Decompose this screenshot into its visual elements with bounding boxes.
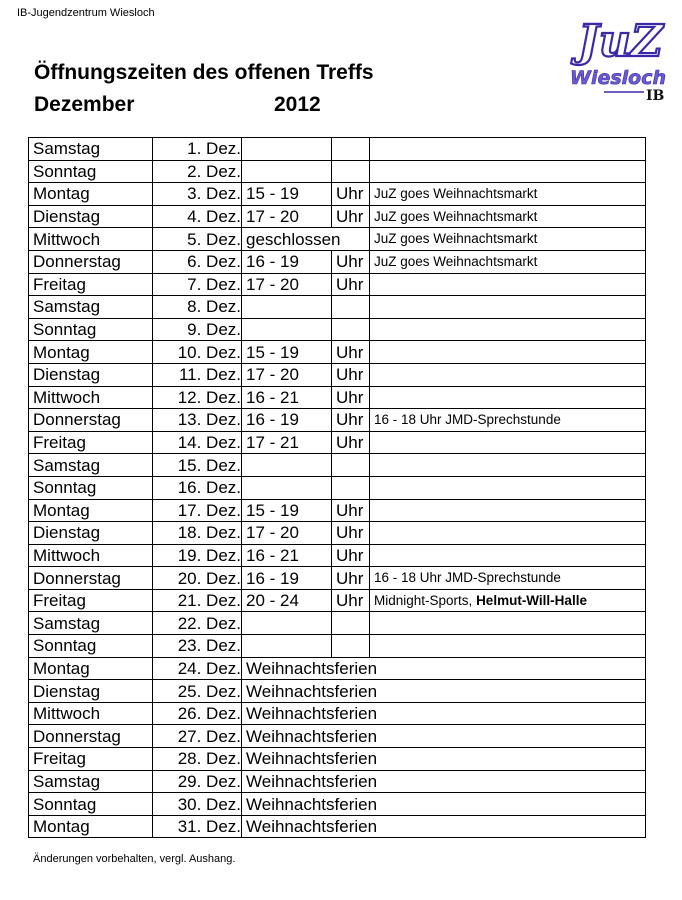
weekday-cell: Donnerstag (29, 250, 153, 273)
date-cell: 6. Dez. (153, 250, 242, 273)
table-row (29, 205, 646, 228)
time-cell: 16 - 19 (242, 409, 332, 432)
weekday-cell: Freitag (29, 589, 153, 612)
unit-cell: Uhr (332, 499, 370, 522)
note-cell: JuZ goes Weihnachtsmarkt (370, 228, 646, 251)
weekday-cell: Donnerstag (29, 725, 153, 748)
note-cell (370, 476, 646, 499)
time-cell: 17 - 20 (242, 205, 332, 228)
logo-ib-text: IB (646, 88, 665, 104)
note-text: 16 - 18 Uhr JMD-Sprechstunde (374, 412, 561, 428)
table-row (29, 250, 646, 273)
unit-cell: Uhr (332, 431, 370, 454)
note-cell (370, 250, 646, 273)
table-row (29, 612, 646, 635)
weekday-cell: Samstag (29, 454, 153, 477)
logo-juz-text: JuZ (578, 16, 663, 67)
weekday-cell: Montag (29, 815, 153, 838)
weekday-cell: Dienstag (29, 522, 153, 545)
time-cell (242, 318, 332, 341)
holiday-cell: Weihnachtsferien (242, 748, 646, 771)
weekday-cell: Donnerstag (29, 409, 153, 432)
table-row (29, 138, 646, 161)
weekday-cell: Montag (29, 341, 153, 364)
weekday-cell: Sonntag (29, 635, 153, 658)
unit-cell (332, 635, 370, 658)
month-label: Dezember (34, 93, 135, 116)
note-cell (370, 567, 646, 590)
holiday-cell: Weihnachtsferien (242, 657, 646, 680)
weekday-cell: Mittwoch (29, 386, 153, 409)
closed-cell: geschlossen (242, 228, 370, 251)
note-cell (370, 589, 646, 612)
weekday-cell: Donnerstag (29, 567, 153, 590)
time-cell: 20 - 24 (242, 589, 332, 612)
note-cell (370, 205, 646, 228)
table-row (29, 635, 646, 658)
table-row (29, 183, 646, 206)
note-cell (370, 183, 646, 206)
note-cell (370, 341, 646, 364)
weekday-cell: Freitag (29, 273, 153, 296)
unit-cell: Uhr (332, 386, 370, 409)
holiday-cell: Weihnachtsferien (242, 793, 646, 816)
note-text: JuZ goes Weihnachtsmarkt (374, 254, 538, 270)
date-cell: 4. Dez. (153, 205, 242, 228)
note-text: JuZ goes Weihnachtsmarkt (374, 208, 538, 224)
unit-cell: Uhr (332, 567, 370, 590)
schedule-body (29, 138, 646, 838)
date-cell: 29. Dez. (153, 770, 242, 793)
note-cell (370, 431, 646, 454)
weekday-cell: Sonntag (29, 318, 153, 341)
unit-cell (332, 612, 370, 635)
time-cell: 17 - 20 (242, 363, 332, 386)
table-row (29, 702, 646, 725)
time-cell: 15 - 19 (242, 499, 332, 522)
weekday-cell: Montag (29, 499, 153, 522)
time-cell: 15 - 19 (242, 341, 332, 364)
unit-cell: Uhr (332, 250, 370, 273)
note-cell (370, 409, 646, 432)
weekday-cell: Samstag (29, 770, 153, 793)
date-cell: 1. Dez. (153, 138, 242, 161)
table-row (29, 363, 646, 386)
note-text: JuZ goes Weihnachtsmarkt (374, 186, 538, 202)
weekday-cell: Montag (29, 657, 153, 680)
time-cell (242, 296, 332, 319)
unit-cell (332, 454, 370, 477)
date-cell: 2. Dez. (153, 160, 242, 183)
table-row (29, 160, 646, 183)
date-cell: 16. Dez. (153, 476, 242, 499)
time-cell: 16 - 19 (242, 250, 332, 273)
table-row (29, 567, 646, 590)
time-cell (242, 612, 332, 635)
weekday-cell: Montag (29, 183, 153, 206)
organization-name: IB-Jugendzentrum Wiesloch (17, 7, 155, 19)
time-cell (242, 454, 332, 477)
date-cell: 22. Dez. (153, 612, 242, 635)
date-cell: 3. Dez. (153, 183, 242, 206)
unit-cell: Uhr (332, 273, 370, 296)
date-cell: 28. Dez. (153, 748, 242, 771)
unit-cell: Uhr (332, 341, 370, 364)
table-row (29, 431, 646, 454)
unit-cell: Uhr (332, 363, 370, 386)
date-cell: 26. Dez. (153, 702, 242, 725)
date-cell: 21. Dez. (153, 589, 242, 612)
note-cell (370, 296, 646, 319)
table-row (29, 318, 646, 341)
opening-hours-table (28, 137, 646, 838)
weekday-cell: Dienstag (29, 680, 153, 703)
date-cell: 7. Dez. (153, 273, 242, 296)
weekday-cell: Samstag (29, 612, 153, 635)
date-cell: 20. Dez. (153, 567, 242, 590)
holiday-cell: Weihnachtsferien (242, 770, 646, 793)
time-cell (242, 476, 332, 499)
juz-wiesloch-logo (564, 12, 668, 104)
date-cell: 18. Dez. (153, 522, 242, 545)
date-cell: 19. Dez. (153, 544, 242, 567)
date-cell: 14. Dez. (153, 431, 242, 454)
table-row (29, 228, 646, 251)
weekday-cell: Mittwoch (29, 702, 153, 725)
time-cell: 17 - 20 (242, 522, 332, 545)
table-row (29, 657, 646, 680)
table-row (29, 589, 646, 612)
weekday-cell: Sonntag (29, 160, 153, 183)
table-row (29, 499, 646, 522)
note-cell (370, 612, 646, 635)
note-location: Helmut-Will-Halle (476, 592, 587, 608)
logo-city-text: Wiesloch (570, 67, 667, 89)
time-cell: 17 - 20 (242, 273, 332, 296)
weekday-cell: Freitag (29, 431, 153, 454)
date-cell: 30. Dez. (153, 793, 242, 816)
table-row (29, 341, 646, 364)
holiday-cell: Weihnachtsferien (242, 702, 646, 725)
note-cell (370, 522, 646, 545)
time-cell: 16 - 21 (242, 386, 332, 409)
note-cell (370, 544, 646, 567)
table-row (29, 386, 646, 409)
unit-cell (332, 318, 370, 341)
weekday-cell: Samstag (29, 138, 153, 161)
table-row (29, 793, 646, 816)
note-text: 16 - 18 Uhr JMD-Sprechstunde (374, 570, 561, 586)
unit-cell: Uhr (332, 183, 370, 206)
date-cell: 17. Dez. (153, 499, 242, 522)
weekday-cell: Mittwoch (29, 544, 153, 567)
weekday-cell: Samstag (29, 296, 153, 319)
time-cell: 16 - 21 (242, 544, 332, 567)
unit-cell (332, 476, 370, 499)
month-year-heading (34, 94, 321, 115)
unit-cell: Uhr (332, 205, 370, 228)
time-cell: 17 - 21 (242, 431, 332, 454)
note-cell (370, 160, 646, 183)
unit-cell (332, 138, 370, 161)
holiday-cell: Weihnachtsferien (242, 815, 646, 838)
table-row (29, 454, 646, 477)
table-row (29, 544, 646, 567)
table-row (29, 273, 646, 296)
table-row (29, 725, 646, 748)
time-cell (242, 160, 332, 183)
footer-note: Änderungen vorbehalten, vergl. Aushang. (33, 853, 236, 865)
date-cell: 8. Dez. (153, 296, 242, 319)
note-cell (370, 138, 646, 161)
table-row (29, 296, 646, 319)
unit-cell (332, 296, 370, 319)
weekday-cell: Sonntag (29, 793, 153, 816)
unit-cell: Uhr (332, 409, 370, 432)
table-row (29, 815, 646, 838)
table-row (29, 476, 646, 499)
time-cell: 15 - 19 (242, 183, 332, 206)
note-cell (370, 454, 646, 477)
unit-cell (332, 160, 370, 183)
holiday-cell: Weihnachtsferien (242, 680, 646, 703)
year-label: 2012 (274, 93, 321, 116)
time-cell (242, 138, 332, 161)
time-cell: 16 - 19 (242, 567, 332, 590)
holiday-cell: Weihnachtsferien (242, 725, 646, 748)
page-title: Öffnungszeiten des offenen Treffs (34, 61, 374, 84)
weekday-cell: Mittwoch (29, 228, 153, 251)
weekday-cell: Dienstag (29, 363, 153, 386)
note-cell (370, 386, 646, 409)
date-cell: 27. Dez. (153, 725, 242, 748)
note-text: Midnight-Sports, (374, 592, 473, 608)
note-cell (370, 363, 646, 386)
unit-cell: Uhr (332, 522, 370, 545)
table-row (29, 770, 646, 793)
weekday-cell: Dienstag (29, 205, 153, 228)
note-cell (370, 273, 646, 296)
table-row (29, 409, 646, 432)
weekday-cell: Freitag (29, 748, 153, 771)
note-cell (370, 318, 646, 341)
date-cell: 31. Dez. (153, 815, 242, 838)
date-cell: 9. Dez. (153, 318, 242, 341)
date-cell: 11. Dez. (153, 363, 242, 386)
date-cell: 12. Dez. (153, 386, 242, 409)
unit-cell: Uhr (332, 589, 370, 612)
table-row (29, 680, 646, 703)
date-cell: 24. Dez. (153, 657, 242, 680)
date-cell: 25. Dez. (153, 680, 242, 703)
date-cell: 10. Dez. (153, 341, 242, 364)
note-cell (370, 635, 646, 658)
note-cell (370, 499, 646, 522)
date-cell: 15. Dez. (153, 454, 242, 477)
table-row (29, 748, 646, 771)
time-cell (242, 635, 332, 658)
date-cell: 13. Dez. (153, 409, 242, 432)
unit-cell: Uhr (332, 544, 370, 567)
weekday-cell: Sonntag (29, 476, 153, 499)
date-cell: 23. Dez. (153, 635, 242, 658)
table-row (29, 522, 646, 545)
date-cell: 5. Dez. (153, 228, 242, 251)
